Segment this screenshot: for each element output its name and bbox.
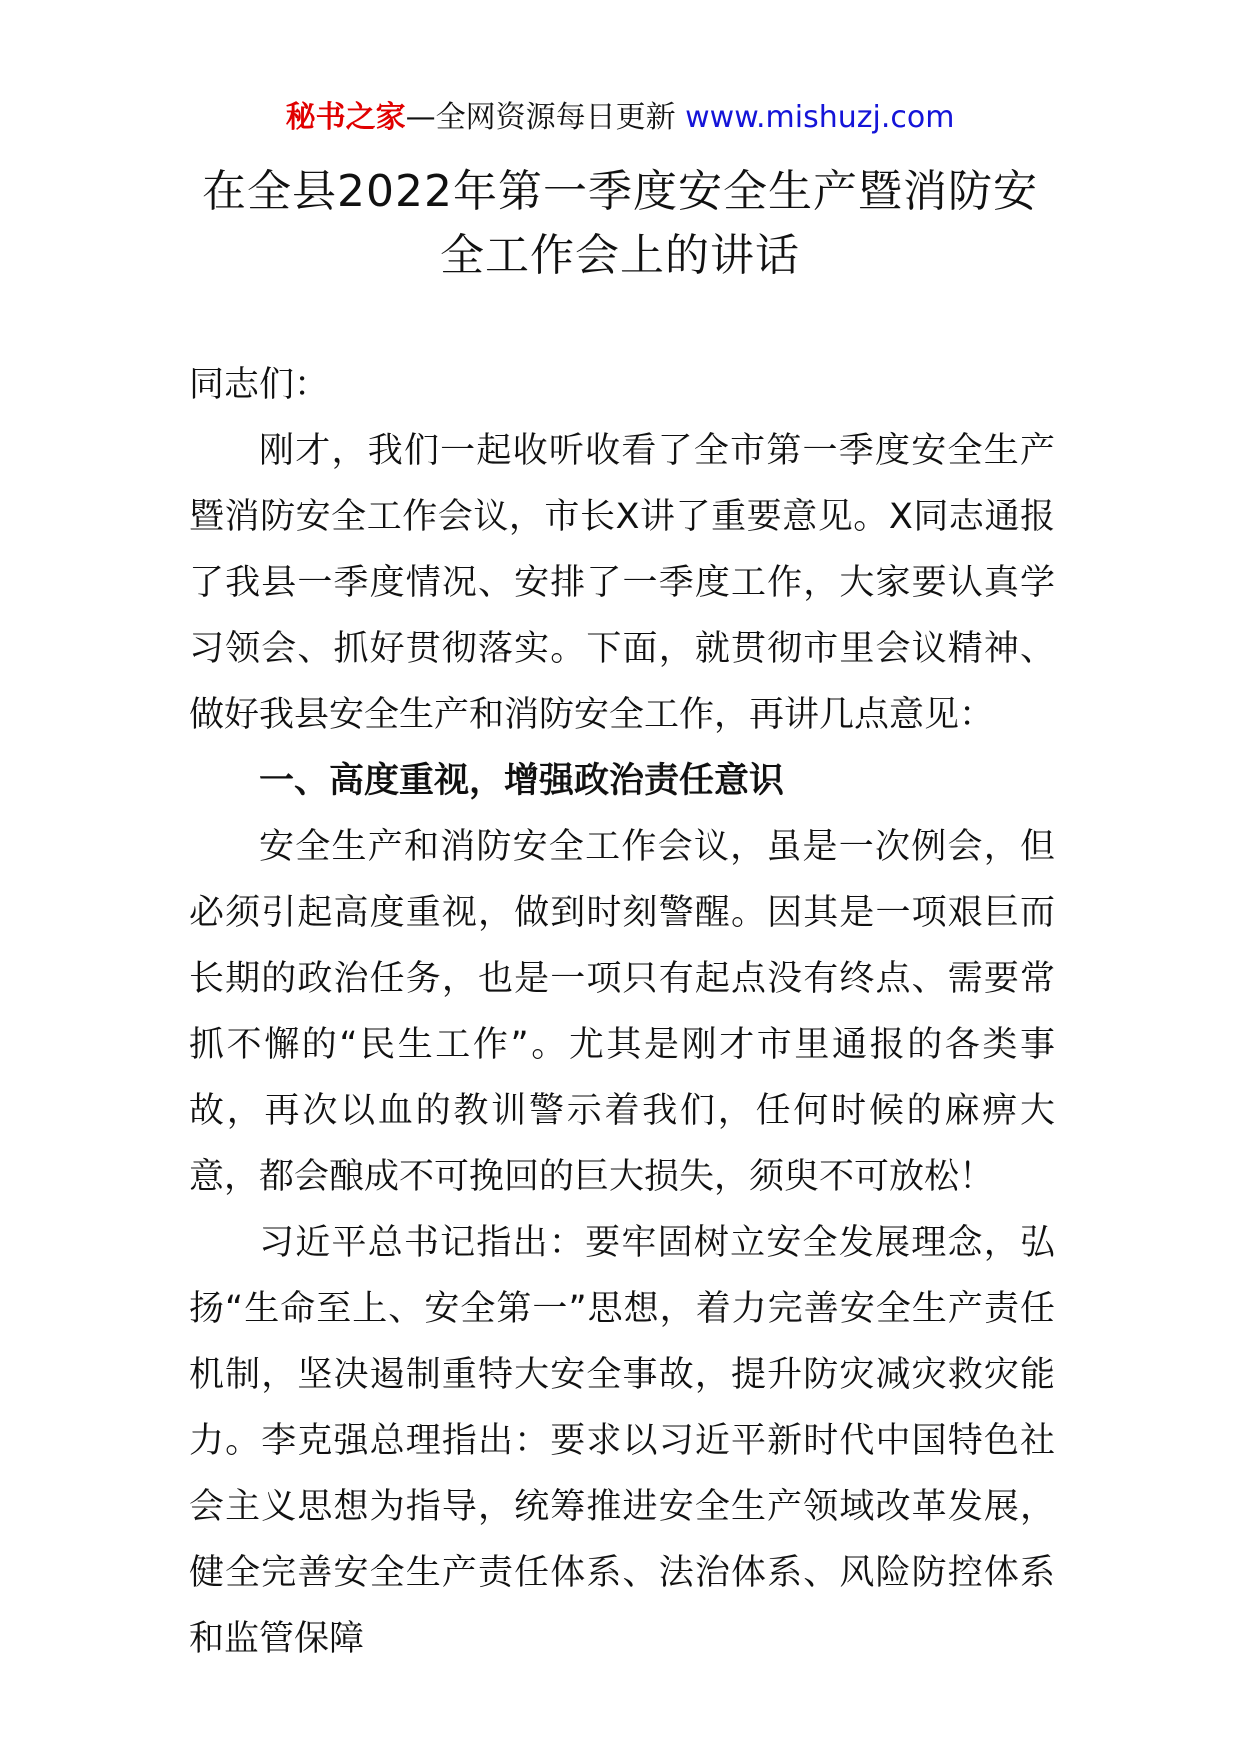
document-body (189, 352, 1055, 1672)
document-title: 在全县2022年第一季度安全生产暨消防安全工作会上的讲话 (202, 166, 1038, 281)
body-paragraph: 刚才，我们一起收听收看了全市第一季度安全生产暨消防安全工作会议，市长X讲了重要意见。X同志通报了我县一季度情况、安排了一季度工作，大家要认真学习领会、抓好贯彻落实。下面，就贯彻市里会议精神、做好我县安全生产和消防安全工作，再讲几点意见： (189, 431, 1055, 735)
site-tagline: —全网资源每日更新 (405, 100, 686, 135)
section-heading: 一、高度重视，增强政治责任意识 (259, 761, 785, 801)
body-paragraph: 安全生产和消防安全工作会议，虽是一次例会，但必须引起高度重视，做到时刻警醒。因其是一项艰巨而长期的政治任务，也是一项只有起点没有终点、需要常抓不懈的“民生工作”。尤其是刚才市里通报的各类事故，再次以血的教训警示着我们，任何时候的麻痹大意，都会酿成不可挽回的巨大损失，须臾不可放松！ (189, 827, 1055, 1197)
site-header (0, 98, 1240, 138)
site-brand: 秘书之家 (285, 100, 406, 135)
site-url-link[interactable]: www.mishuzj.com (685, 100, 955, 135)
body-paragraph: 习近平总书记指出：要牢固树立安全发展理念，弘扬“生命至上、安全第一”思想，着力完善安全生产责任机制，坚决遏制重特大安全事故，提升防灾减灾救灾能力。李克强总理指出：要求以习近平新时代中国特色社会主义思想为指导，统筹推进安全生产领域改革发展，健全完善安全生产责任体系、法治体系、风险防控体系和监管保障 (189, 1223, 1055, 1659)
salutation: 同志们： (189, 365, 330, 405)
